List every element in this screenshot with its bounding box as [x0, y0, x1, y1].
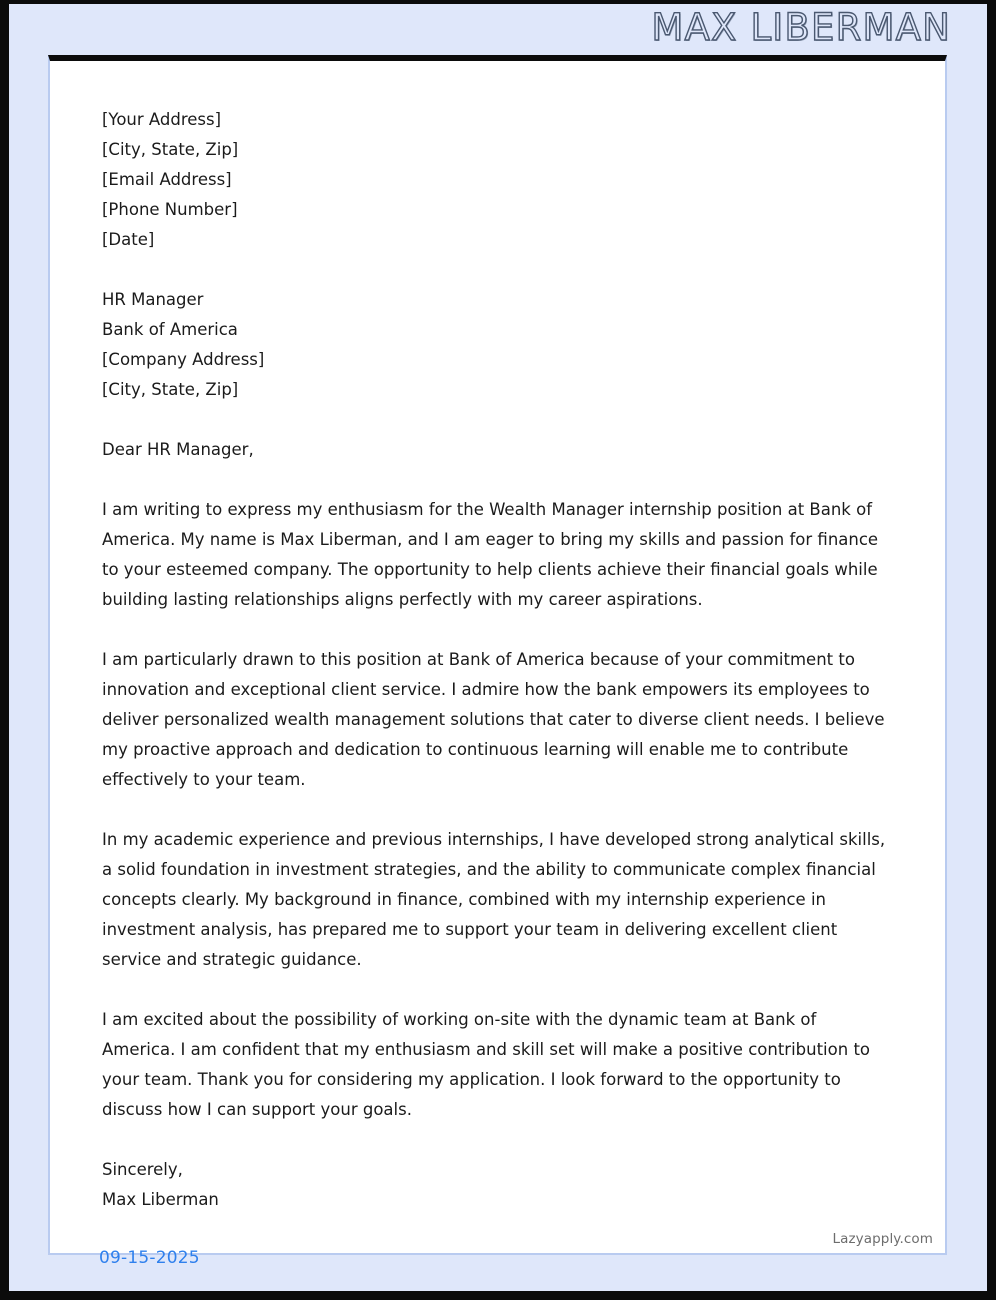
- body-paragraph: In my academic experience and previous internships, I have developed strong analytical skills, a solid foundation in investment strategies, and the ability to communicate complex financial concepts clearly. My background in finance, combined with my internship experience in investment analysis, has prepared me to support your team in delivering excellent client service and strategic guidance.: [102, 830, 886, 969]
- watermark: Lazyapply.com: [832, 1231, 933, 1247]
- closing-block: [102, 1155, 889, 1215]
- recipient-line: [Company Address]: [102, 350, 265, 369]
- recipient-line: HR Manager: [102, 290, 204, 309]
- recipient-line: Bank of America: [102, 320, 238, 339]
- salutation-text: Dear HR Manager,: [102, 440, 254, 459]
- sender-address-line: [Email Address]: [102, 170, 232, 189]
- body-paragraph: I am excited about the possibility of working on-site with the dynamic team at Bank of America. I am confident that my enthusiasm and skill set will make a positive contribution to your team. Thank you for considering my application. I look forward to the opportunity to discuss how I can support your goals.: [102, 1010, 871, 1119]
- sender-address-line: [Date]: [102, 230, 155, 249]
- page-title: MAX LIBERMAN: [651, 6, 951, 49]
- document-header: [9, 4, 987, 56]
- recipient-line: [City, State, Zip]: [102, 380, 239, 399]
- recipient-address-block: [102, 285, 889, 405]
- letter-body: [50, 61, 945, 1215]
- sender-address-line: [Your Address]: [102, 110, 222, 129]
- signature-name: Max Liberman: [102, 1190, 219, 1209]
- salutation: [102, 435, 889, 465]
- body-paragraph: I am writing to express my enthusiasm for the Wealth Manager internship position at Bank of America. My name is Max Liberman, and I am eager to bring my skills and passion for finance to your esteemed company. The opportunity to help clients achieve their financial goals while building lasting relationships aligns perfectly with my career aspirations.: [102, 500, 879, 609]
- sender-address-line: [Phone Number]: [102, 200, 238, 219]
- letter-card: [48, 55, 947, 1255]
- sender-address-block: [102, 105, 889, 255]
- closing-salutation: Sincerely,: [102, 1160, 183, 1179]
- sender-address-line: [City, State, Zip]: [102, 140, 239, 159]
- body-paragraph: I am particularly drawn to this position at Bank of America because of your commitment to innovation and exceptional client service. I admire how the bank empowers its employees to deliver personalized wealth management solutions that cater to diverse client needs. I believe my proactive approach and dedication to continuous learning will enable me to contribute effectively to your team.: [102, 650, 885, 789]
- date-stamp: 09-15-2025: [99, 1248, 200, 1268]
